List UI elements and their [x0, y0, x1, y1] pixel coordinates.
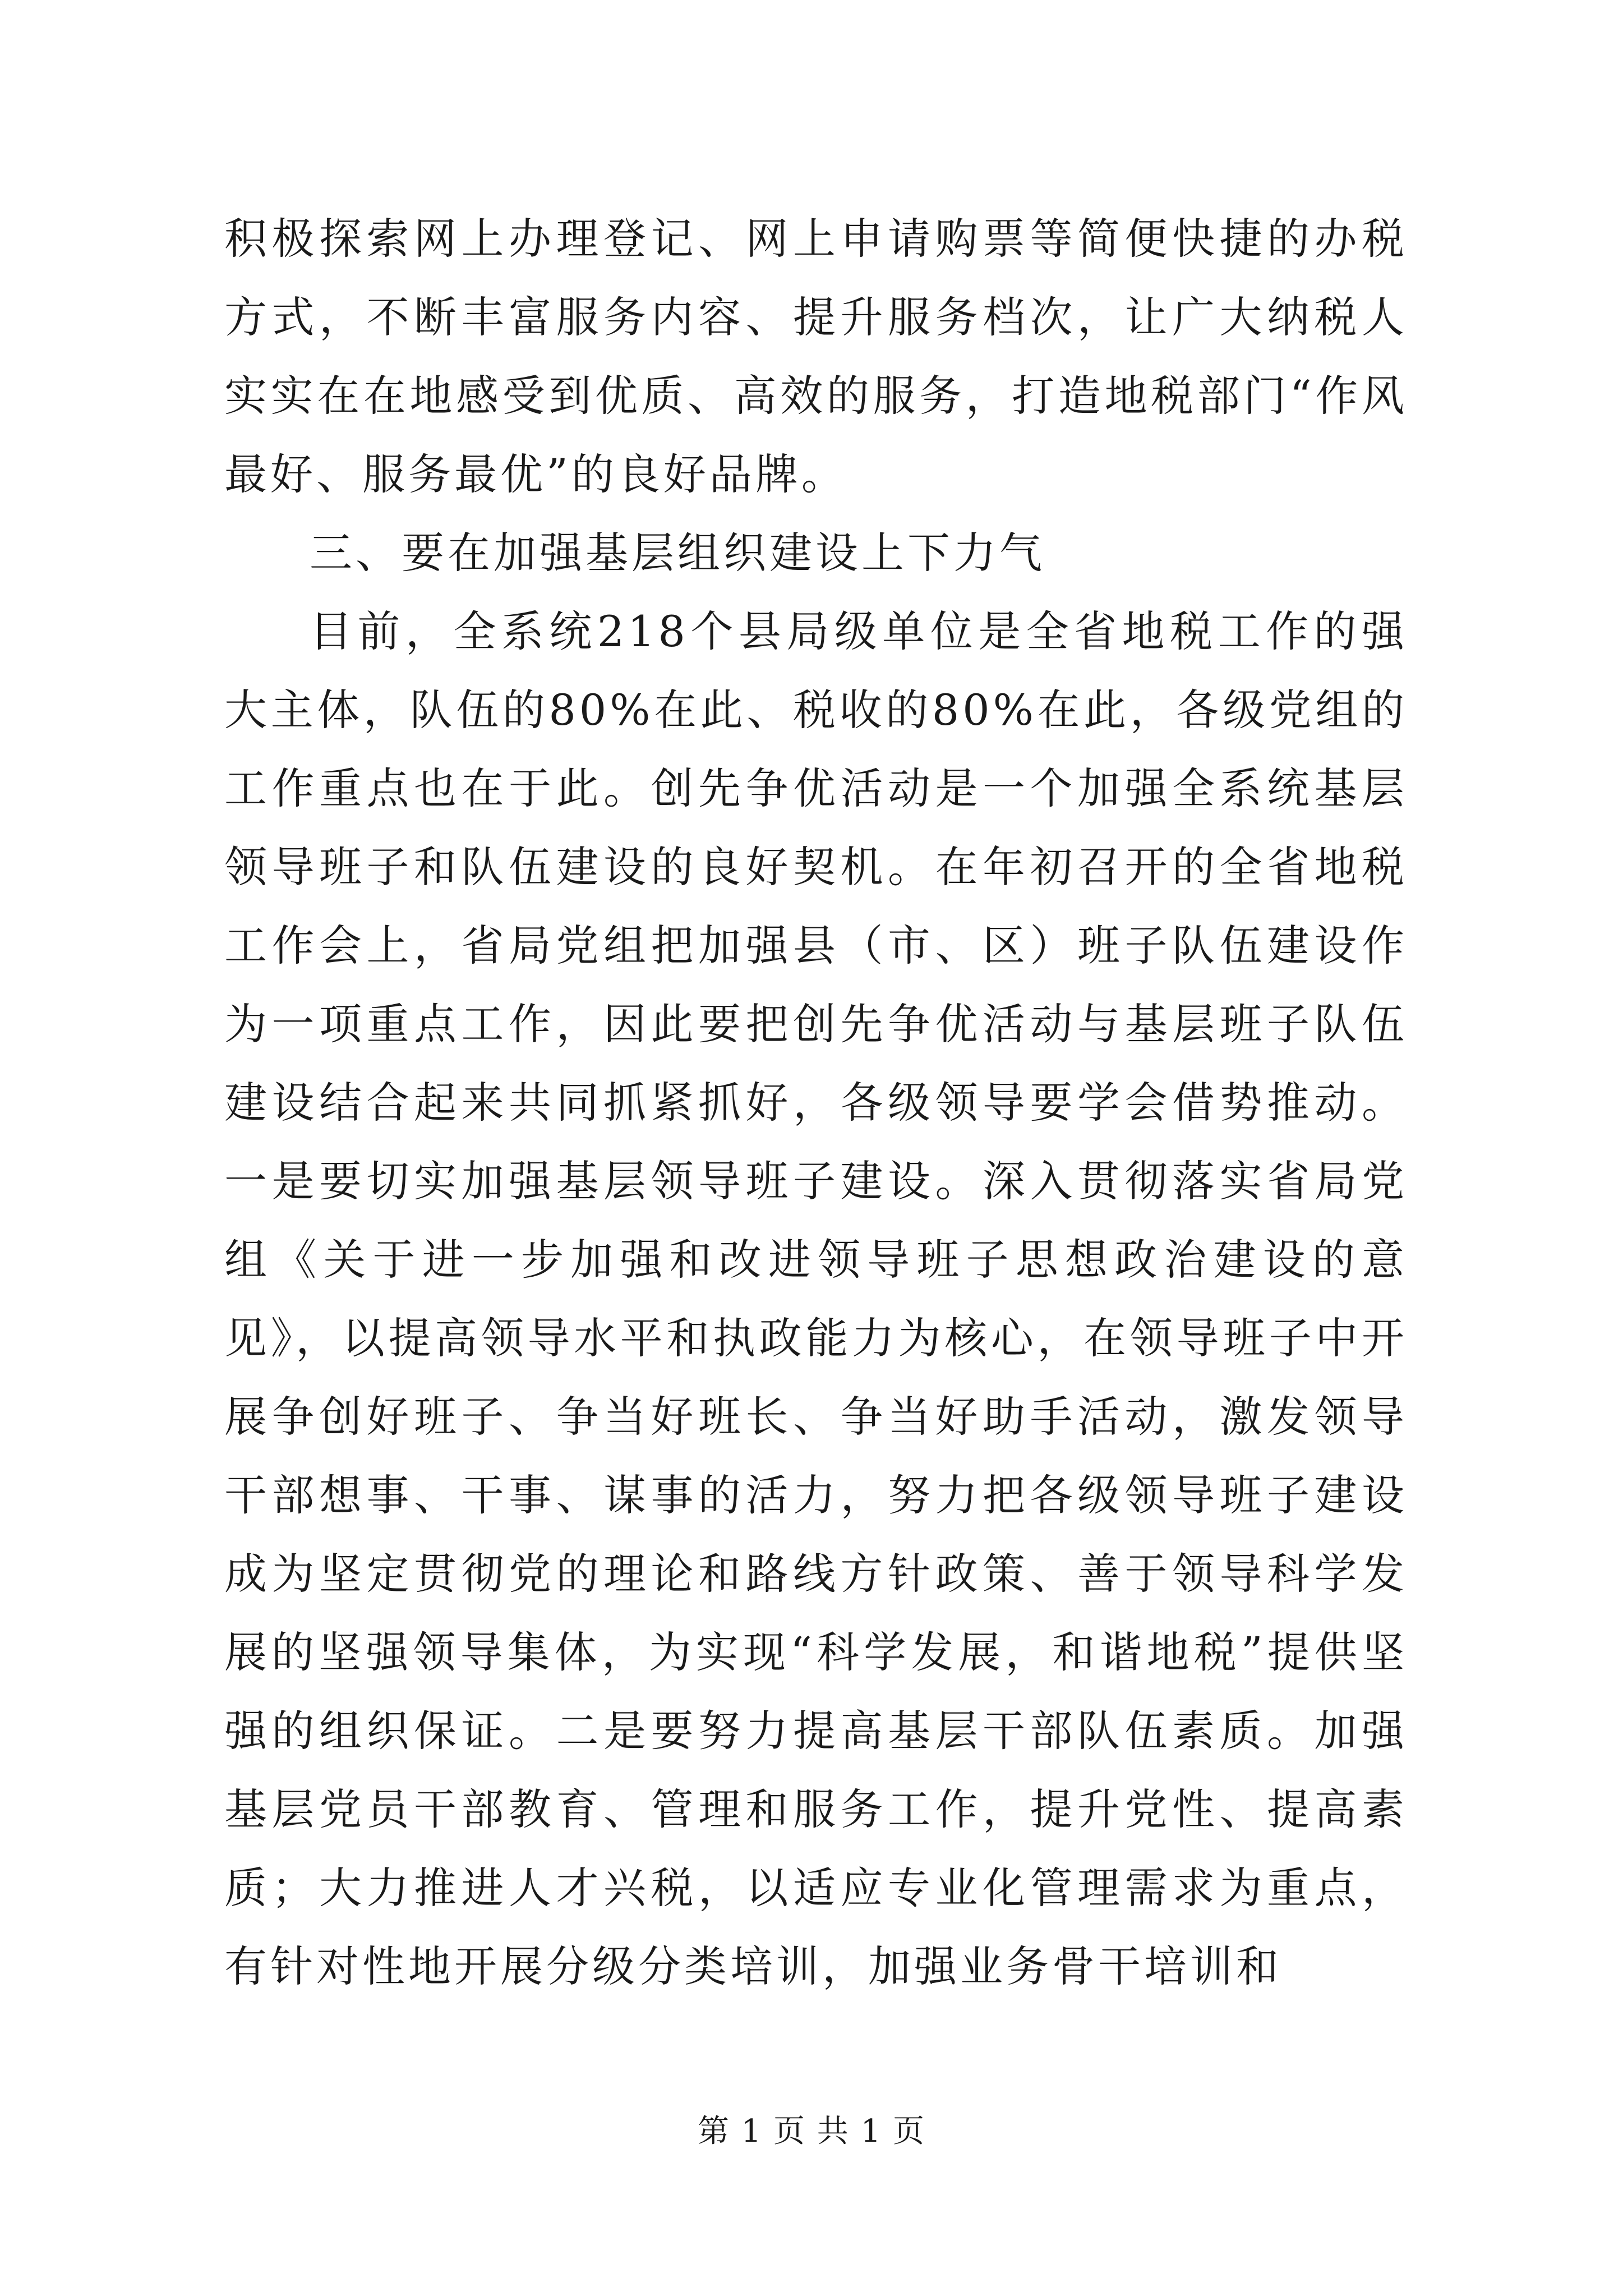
paragraph-continuation: 积极探索网上办理登记、网上申请购票等简便快捷的办税方式，不断丰富服务内容、提升服务档次，让广大纳税人实实在在地感受到优质、高效的服务，打造地税部门“作风最好、服务最优”的良好品牌。 [224, 214, 1408, 499]
paragraph-body: 目前，全系统218个县局级单位是全省地税工作的强大主体，队伍的80%在此、税收的80%在此，各级党组的工作重点也在于此。创先争优活动是一个加强全系统基层领导班子和队伍建设的良好契机。在年初召开的全省地税工作会上，省局党组把加强县（市、区）班子队伍建设作为一项重点工作，因此要把创先争优活动与基层班子队伍建设结合起来共同抓紧抓好，各级领导要学会借势推动。一是要切实加强基层领导班子建设。深入贯彻落实省局党组《关于进一步加强和改进领导班子思想政治建设的意见》，以提高领导水平和执政能力为核心，在领导班子中开展争创好班子、争当好班长、争当好助手活动，激发领导干部想事、干事、谋事的活力，努力把各级领导班子建设成为坚定贯彻党的理论和路线方针政策、善于领导科学发展的坚强领导集体，为实现“科学发展，和谐地税”提供坚强的组织保证。二是要努力提高基层干部队伍素质。加强基层党员干部教育、管理和服务工作，提升党性、提高素质；大力推进人才兴税，以适应专业化管理需求为重点，有针对性地开展分级分类培训，加强业务骨干培训和 [224, 606, 1408, 1991]
page-footer: 第 1 页 共 1 页 [697, 2113, 926, 2150]
document-body [224, 200, 1408, 2006]
section-heading: 三、要在加强基层组织建设上下力气 [310, 528, 1045, 578]
